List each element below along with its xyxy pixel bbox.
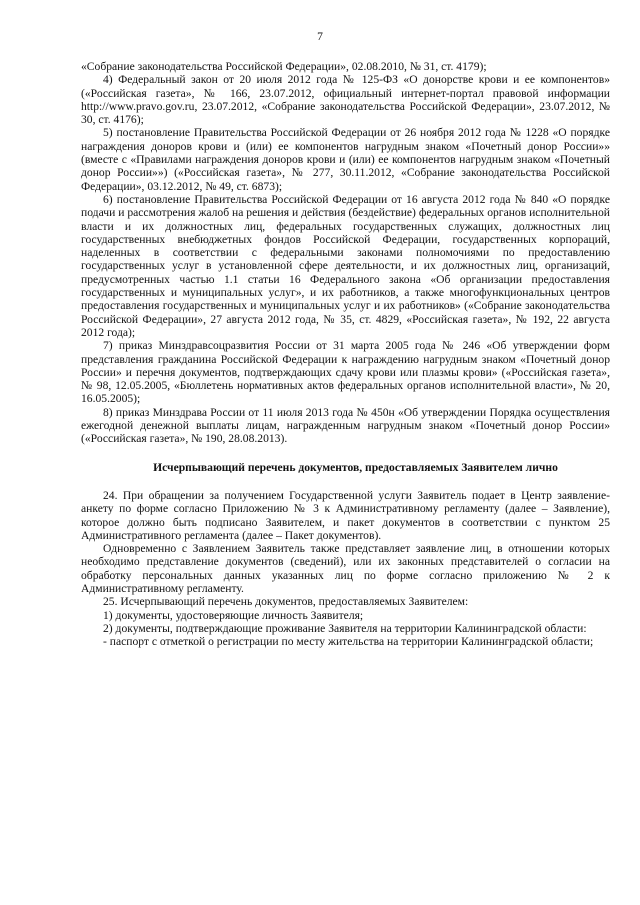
paragraph-item-4: 4) Федеральный закон от 20 июля 2012 года № 125-ФЗ «О донорстве крови и ее компонентов» («Российская газета», № 166, 23.07.2012, официальный интернет-портал правовой информации http://www.pravo.gov.ru, 23.07.2012, «Собрание законодательства Российской Федерации», 23.07.2012, № 30, ст. 4176);	[81, 73, 610, 127]
paragraph-item-8: 8) приказ Минздрава России от 11 июля 2013 года № 450н «Об утверждении Порядка осуществления ежегодной денежной выплаты лицам, награжденным нагрудным знаком «Почетный донор России» («Российская газета», № 190, 28.08.2013).	[81, 405, 610, 446]
paragraph-25: 25. Исчерпывающий перечень документов, предоставляемых Заявителем:	[103, 595, 469, 609]
section-heading: Исчерпывающий перечень документов, предоставляемых Заявителем лично	[153, 460, 558, 474]
list-item-1: 1) документы, удостоверяющие личность Заявителя;	[103, 608, 364, 622]
page-number: 7	[317, 30, 323, 43]
spacer	[81, 446, 610, 461]
paragraph-continuation: «Собрание законодательства Российской Федерации», 02.08.2010, № 31, ст. 4179);	[81, 60, 487, 73]
paragraph-item-5: 5) постановление Правительства Российской Федерации от 26 ноября 2012 года № 1228 «О порядке награждения доноров крови и (или) ее компонентов нагрудным знаком «Почетный донор России»» (вместе с «Правилами награждения доноров крови и (или) ее компонентов нагрудным знаком «Почетный донор России»») («Российская газета», № 277, 30.11.2012, «Собрание законодательства Российской Федерации», 03.12.2012, № 49, ст. 6873);	[81, 126, 610, 193]
spacer	[81, 474, 610, 489]
list-item-passport: - паспорт с отметкой о регистрации по месту жительства на территории Калининградской области;	[103, 635, 594, 649]
document-body	[81, 60, 610, 648]
paragraph-item-7: 7) приказ Минздравсоцразвития России от 31 марта 2005 года № 246 «Об утверждении форм представления гражданина Российской Федерации к награждению нагрудным знаком «Почетный донор России» и перечня документов, подтверждающих сдачу крови или плазмы крови» («Российская газета», № 98, 12.05.2005, «Бюллетень нормативных актов федеральных органов исполнительной власти», № 20, 16.05.2005);	[81, 339, 610, 406]
list-item-2: 2) документы, подтверждающие проживание Заявителя на территории Калининградской области:	[103, 621, 587, 635]
paragraph-consent: Одновременно с Заявлением Заявитель также представляет заявление лиц, в отношении которых необходимо представление документов (сведений), или их законных представителей о согласии на обработку персональных данных указанных лиц по форме согласно приложению № 2 к Административному регламенту.	[81, 542, 610, 595]
paragraph-item-6: 6) постановление Правительства Российской Федерации от 16 августа 2012 года № 840 «О порядке подачи и рассмотрения жалоб на решения и действия (бездействие) федеральных органов исполнительной власти и их должностных лиц, федеральных государственных служащих, должностных лиц государственных внебюджетных фондов Российской Федерации, государственных корпораций, наделенных в соответствии с федеральными законами полномочиями по предоставлению государственных услуг в установленной сфере деятельности, и их должностных лиц, организаций, предусмотренных частью 1.1 статьи 16 Федерального закона «Об организации предоставления государственных и муниципальных услуг», и их работников, а также многофункциональных центров предоставления государственных и муниципальных услуг и их работников» («Собрание законодательства Российской Федерации», 27 августа 2012 года, № 35, ст. 4829, «Российская газета», № 192, 22 августа 2012 года);	[81, 192, 610, 339]
paragraph-24: 24. При обращении за получением Государственной услуги Заявитель подает в Центр заявление-анкету по форме согласно Приложению № 3 к Административному регламенту (далее – Заявление), которое должно быть подписано Заявителем, и пакет документов в соответствии с пунктом 25 Административного регламента (далее – Пакет документов).	[81, 488, 610, 542]
